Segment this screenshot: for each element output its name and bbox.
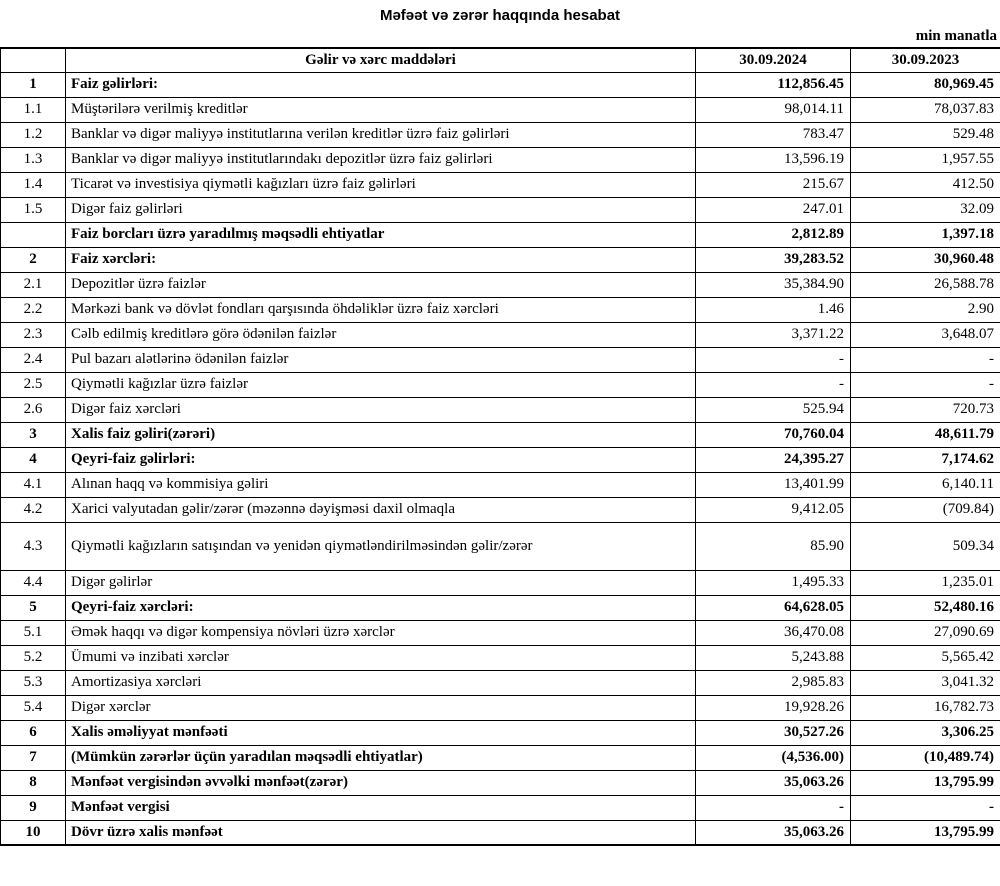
row-value-2024: 1,495.33 — [696, 570, 851, 595]
row-value-2023: 48,611.79 — [851, 422, 1000, 447]
row-number: 2.4 — [1, 347, 66, 372]
row-number: 5.4 — [1, 695, 66, 720]
row-number: 2.3 — [1, 322, 66, 347]
row-item-label: Xarici valyutadan gəlir/zərər (məzənnə dəyişməsi daxil olmaqla — [66, 497, 696, 522]
row-value-2024: 525.94 — [696, 397, 851, 422]
table-row — [1, 720, 1000, 745]
row-value-2023: (10,489.74) — [851, 745, 1000, 770]
row-value-2023: 1,235.01 — [851, 570, 1000, 595]
row-number: 8 — [1, 770, 66, 795]
row-value-2023: 26,588.78 — [851, 272, 1000, 297]
row-value-2024: 64,628.05 — [696, 595, 851, 620]
header-period-prior: 30.09.2023 — [851, 48, 1000, 72]
table-header-row — [1, 48, 1000, 72]
row-item-label: Digər xərclər — [66, 695, 696, 720]
row-number: 3 — [1, 422, 66, 447]
row-item-label: Digər gəlirlər — [66, 570, 696, 595]
table-row — [1, 570, 1000, 595]
row-value-2024: 30,527.26 — [696, 720, 851, 745]
row-item-label: Depozitlər üzrə faizlər — [66, 272, 696, 297]
row-value-2024: 5,243.88 — [696, 645, 851, 670]
row-value-2024: - — [696, 372, 851, 397]
row-value-2023: 6,140.11 — [851, 472, 1000, 497]
row-value-2024: 112,856.45 — [696, 72, 851, 97]
row-value-2023: 1,397.18 — [851, 222, 1000, 247]
row-value-2023: 78,037.83 — [851, 97, 1000, 122]
row-item-label: Amortizasiya xərcləri — [66, 670, 696, 695]
row-value-2023: 3,306.25 — [851, 720, 1000, 745]
row-item-label: Cəlb edilmiş kreditlərə görə ödənilən faizlər — [66, 322, 696, 347]
row-item-label: Ticarət və investisiya qiymətli kağızları üzrə faiz gəlirləri — [66, 172, 696, 197]
row-number: 5.2 — [1, 645, 66, 670]
table-row — [1, 122, 1000, 147]
header-item-label: Gəlir və xərc maddələri — [66, 48, 696, 72]
row-number: 6 — [1, 720, 66, 745]
row-value-2023: - — [851, 372, 1000, 397]
row-item-label: Banklar və digər maliyyə institutlarına verilən kreditlər üzrə faiz gəlirləri — [66, 122, 696, 147]
row-value-2024: 85.90 — [696, 522, 851, 570]
row-value-2023: 80,969.45 — [851, 72, 1000, 97]
row-number: 1.1 — [1, 97, 66, 122]
row-number: 4.2 — [1, 497, 66, 522]
table-row — [1, 147, 1000, 172]
row-value-2024: 19,928.26 — [696, 695, 851, 720]
row-item-label: Dövr üzrə xalis mənfəət — [66, 820, 696, 845]
row-item-label: Banklar və digər maliyyə institutlarındakı depozitlər üzrə faiz gəlirləri — [66, 147, 696, 172]
unit-note: min manatla — [915, 28, 997, 44]
table-row — [1, 497, 1000, 522]
table-row — [1, 72, 1000, 97]
row-item-label: Faiz gəlirləri: — [66, 72, 696, 97]
table-row — [1, 522, 1000, 570]
row-value-2023: 720.73 — [851, 397, 1000, 422]
row-item-label: Qiymətli kağızlar üzrə faizlər — [66, 372, 696, 397]
row-value-2023: 13,795.99 — [851, 770, 1000, 795]
row-number: 5 — [1, 595, 66, 620]
table-body — [1, 72, 1000, 845]
row-number: 2.2 — [1, 297, 66, 322]
row-item-label: Faiz xərcləri: — [66, 247, 696, 272]
row-item-label: Əmək haqqı və digər kompensiya növləri üzrə xərclər — [66, 620, 696, 645]
row-number: 9 — [1, 795, 66, 820]
row-number: 4.3 — [1, 522, 66, 570]
row-number: 7 — [1, 745, 66, 770]
row-number: 2 — [1, 247, 66, 272]
row-value-2023: 3,648.07 — [851, 322, 1000, 347]
row-value-2024: 2,985.83 — [696, 670, 851, 695]
row-item-label: Qeyri-faiz gəlirləri: — [66, 447, 696, 472]
row-item-label: Mənfəət vergisi — [66, 795, 696, 820]
row-value-2023: 1,957.55 — [851, 147, 1000, 172]
header-row-number — [1, 48, 66, 72]
row-item-label: Xalis faiz gəliri(zərəri) — [66, 422, 696, 447]
row-value-2024: 36,470.08 — [696, 620, 851, 645]
table-row — [1, 595, 1000, 620]
row-item-label: Alınan haqq və kommisiya gəliri — [66, 472, 696, 497]
row-number: 1.2 — [1, 122, 66, 147]
row-item-label: (Mümkün zərərlər üçün yaradılan məqsədli ehtiyatlar) — [66, 745, 696, 770]
row-number — [1, 222, 66, 247]
row-value-2023: 529.48 — [851, 122, 1000, 147]
row-item-label: Pul bazarı alətlərinə ödənilən faizlər — [66, 347, 696, 372]
row-number: 4.4 — [1, 570, 66, 595]
row-value-2024: 1.46 — [696, 297, 851, 322]
row-value-2023: 52,480.16 — [851, 595, 1000, 620]
row-number: 2.6 — [1, 397, 66, 422]
row-value-2024: 783.47 — [696, 122, 851, 147]
row-number: 5.3 — [1, 670, 66, 695]
row-number: 10 — [1, 820, 66, 845]
row-value-2024: - — [696, 347, 851, 372]
page-title: Məfəət və zərər haqqında hesabat — [379, 7, 621, 24]
row-item-label: Digər faiz gəlirləri — [66, 197, 696, 222]
row-number: 4 — [1, 447, 66, 472]
table-row — [1, 770, 1000, 795]
row-item-label: Mənfəət vergisindən əvvəlki mənfəət(zərər) — [66, 770, 696, 795]
row-value-2023: 3,041.32 — [851, 670, 1000, 695]
row-number: 2.5 — [1, 372, 66, 397]
row-value-2024: 39,283.52 — [696, 247, 851, 272]
row-value-2024: 9,412.05 — [696, 497, 851, 522]
row-number: 1 — [1, 72, 66, 97]
table-row — [1, 820, 1000, 845]
table-row — [1, 272, 1000, 297]
table-row — [1, 695, 1000, 720]
table-row — [1, 247, 1000, 272]
row-item-label: Xalis əməliyyat mənfəəti — [66, 720, 696, 745]
table-row — [1, 447, 1000, 472]
row-value-2023: 16,782.73 — [851, 695, 1000, 720]
table-row — [1, 372, 1000, 397]
table-row — [1, 422, 1000, 447]
row-value-2023: (709.84) — [851, 497, 1000, 522]
row-number: 1.3 — [1, 147, 66, 172]
row-item-label: Faiz borcları üzrə yaradılmış məqsədli ehtiyatlar — [66, 222, 696, 247]
profit-loss-table — [0, 47, 1000, 846]
row-item-label: Qeyri-faiz xərcləri: — [66, 595, 696, 620]
row-number: 5.1 — [1, 620, 66, 645]
table-row — [1, 397, 1000, 422]
row-value-2024: 70,760.04 — [696, 422, 851, 447]
table-row — [1, 670, 1000, 695]
table-row — [1, 472, 1000, 497]
row-item-label: Qiymətli kağızların satışından və yenidən qiymətləndirilməsindən gəlir/zərər — [66, 522, 696, 570]
table-row — [1, 297, 1000, 322]
row-value-2024: 35,384.90 — [696, 272, 851, 297]
row-value-2024: 35,063.26 — [696, 770, 851, 795]
row-value-2023: 412.50 — [851, 172, 1000, 197]
row-value-2023: 32.09 — [851, 197, 1000, 222]
table-row — [1, 172, 1000, 197]
table-row — [1, 222, 1000, 247]
row-value-2024: 2,812.89 — [696, 222, 851, 247]
row-number: 2.1 — [1, 272, 66, 297]
row-value-2024: 13,401.99 — [696, 472, 851, 497]
row-value-2024: 3,371.22 — [696, 322, 851, 347]
row-value-2023: 5,565.42 — [851, 645, 1000, 670]
row-number: 4.1 — [1, 472, 66, 497]
row-value-2024: 24,395.27 — [696, 447, 851, 472]
table-row — [1, 645, 1000, 670]
row-value-2024: - — [696, 795, 851, 820]
table-row — [1, 745, 1000, 770]
table-row — [1, 620, 1000, 645]
row-value-2024: 13,596.19 — [696, 147, 851, 172]
table-row — [1, 347, 1000, 372]
row-number: 1.5 — [1, 197, 66, 222]
row-value-2024: (4,536.00) — [696, 745, 851, 770]
row-value-2024: 247.01 — [696, 197, 851, 222]
table-row — [1, 197, 1000, 222]
row-value-2023: 7,174.62 — [851, 447, 1000, 472]
row-value-2023: - — [851, 347, 1000, 372]
table-row — [1, 795, 1000, 820]
row-item-label: Müştərilərə verilmiş kreditlər — [66, 97, 696, 122]
row-value-2024: 35,063.26 — [696, 820, 851, 845]
row-item-label: Digər faiz xərcləri — [66, 397, 696, 422]
header-period-current: 30.09.2024 — [696, 48, 851, 72]
row-value-2024: 98,014.11 — [696, 97, 851, 122]
row-item-label: Ümumi və inzibati xərclər — [66, 645, 696, 670]
table-row — [1, 322, 1000, 347]
table-row — [1, 97, 1000, 122]
row-value-2023: 2.90 — [851, 297, 1000, 322]
row-value-2023: - — [851, 795, 1000, 820]
row-value-2024: 215.67 — [696, 172, 851, 197]
row-number: 1.4 — [1, 172, 66, 197]
row-value-2023: 30,960.48 — [851, 247, 1000, 272]
row-value-2023: 27,090.69 — [851, 620, 1000, 645]
row-value-2023: 509.34 — [851, 522, 1000, 570]
row-item-label: Mərkəzi bank və dövlət fondları qarşısında öhdəliklər üzrə faiz xərcləri — [66, 297, 696, 322]
row-value-2023: 13,795.99 — [851, 820, 1000, 845]
